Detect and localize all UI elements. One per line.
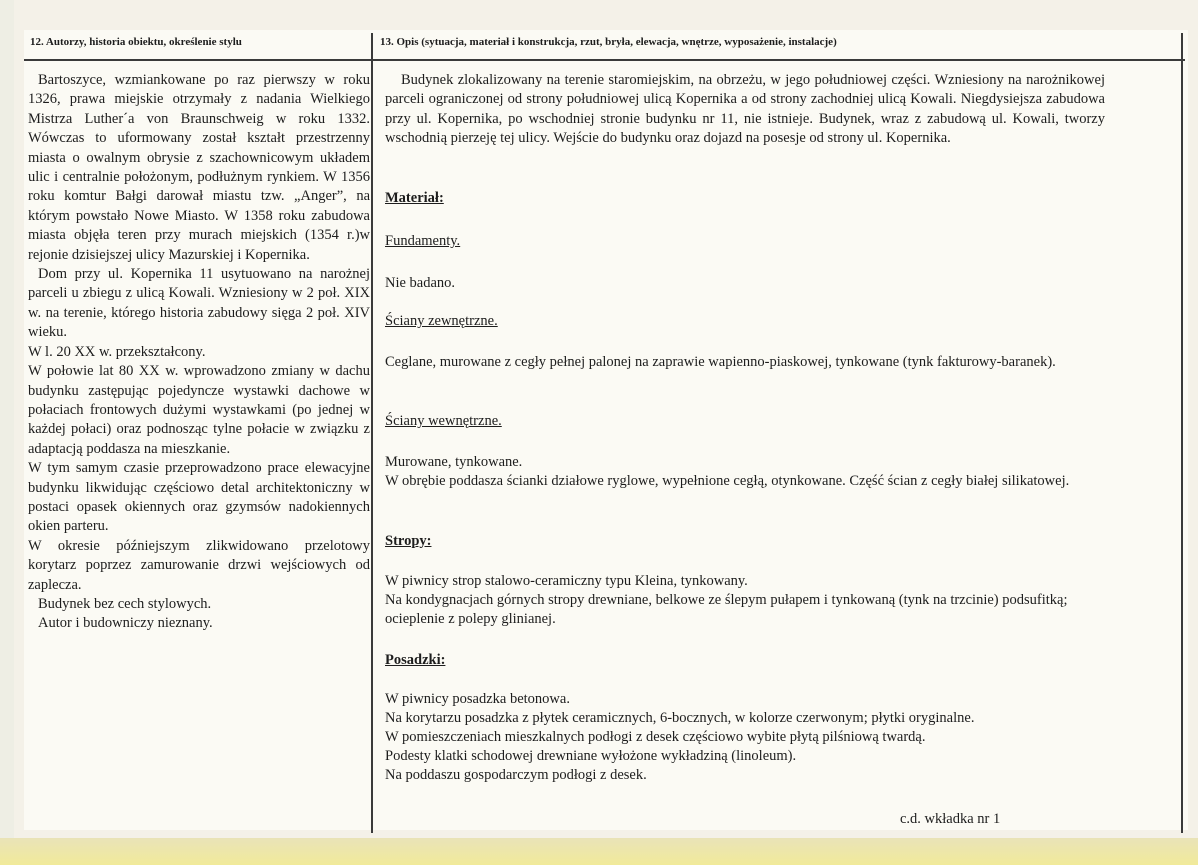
material-heading: Materiał: bbox=[385, 190, 444, 206]
ceilings-heading: Stropy: bbox=[385, 533, 432, 549]
external-walls-heading: Ściany zewnętrzne. bbox=[385, 313, 498, 329]
history-paragraph: Bartoszyce, wzmiankowane po raz pierwszy w roku 1326, prawa miejskie otrzymały z nadania Wielkiego Mistrza Luther´a von Braunschweig w roku 1332. Wówczas to uformowany został kształt przestrzenny miasta o owalnym obrysie z szachownicowym układem ulic i centralnie położonym, podłużnym rynkiem. W 1356 roku komtur Bałgi darował miastu tzw. „Anger”, na którym powstało Nowe Miasto. W 1358 roku zabudowa miasta objęła teren przy murach miejskich (1354 r.)w rejonie dzisiejszej ulicy Mazurskiej i Kopernika. bbox=[28, 72, 370, 263]
ceilings-text: Na kondygnacjach górnych stropy drewniane, belkowe ze ślepym pułapem i tynkowaną (tynk na trzcinie) podsufitką; ocieplenie z polepy glinianej. bbox=[385, 592, 1068, 628]
history-paragraph: W tym samym czasie przeprowadzono prace elewacyjne budynku likwidując częściowo detal architektoniczny w postaci opasek okiennych oraz gzymsów nadokiennych okien parteru. bbox=[28, 460, 370, 535]
description-column bbox=[385, 71, 1105, 783]
floors-heading: Posadzki: bbox=[385, 652, 446, 668]
history-paragraph: W l. 20 XX w. przekształcony. bbox=[28, 343, 206, 360]
history-paragraph: W okresie późniejszym zlikwidowano przelotowy korytarz poprzez zamurowanie drzwi wejściowych od zaplecza. bbox=[28, 537, 370, 593]
section-13-heading: 13. Opis (sytuacja, materiał i konstrukcja, rzut, bryła, elewacja, wnętrze, wyposażenie, instalacje) bbox=[380, 36, 837, 48]
internal-walls-text: Murowane, tynkowane. bbox=[385, 454, 523, 470]
section-12-heading: 12. Autorzy, historia obiektu, określenie stylu bbox=[30, 36, 242, 48]
floors-line: W pomieszczeniach mieszkalnych podłogi z desek częściowo wybite płytą pilśniową twardą. bbox=[385, 729, 926, 745]
internal-walls-heading: Ściany wewnętrzne. bbox=[385, 413, 502, 429]
external-walls-text: Ceglane, murowane z cegły pełnej palonej na zaprawie wapienno-piaskowej, tynkowane (tynk fakturowy-baranek). bbox=[385, 354, 1056, 370]
ceilings-text: W piwnicy strop stalowo-ceramiczny typu Kleina, tynkowany. bbox=[385, 573, 748, 589]
header-rule bbox=[24, 59, 1185, 61]
location-description: Budynek zlokalizowany na terenie staromiejskim, na obrzeżu, w jego południowej części. Wzniesiony na narożnikowej parceli ograniczonej od strony południowej ulicą Kopernika a od strony zachodniej ulicą Kowali. Niegdysiejsza zabudowa przy ul. Kopernika, po wschodniej stronie budynku nr 11, nie istnieje. Budynek, wraz z zabudową ul. Kowali, tworzy wschodnią pierzeję tej ulicy. Wejście do budynku oraz dojazd na posesje od strony ul. Kopernika. bbox=[385, 72, 1105, 147]
right-border bbox=[1181, 33, 1183, 833]
floors-line: Podesty klatki schodowej drewniane wyłożone wykładziną (linoleum). bbox=[385, 748, 797, 764]
scan-edge bbox=[0, 0, 14, 865]
column-divider bbox=[371, 33, 373, 833]
floors-line: Na poddaszu gospodarczym podłogi z desek. bbox=[385, 767, 647, 783]
history-paragraph: Dom przy ul. Kopernika 11 usytuowano na narożnej parceli u zbiegu z ulicą Kowali. Wzniesiony w 2 poł. XIX w. na terenie, którego historia zabudowy sięga 2 poł. XIV wieku. bbox=[28, 266, 370, 341]
bottom-margin bbox=[0, 838, 1198, 865]
floors-line: Na korytarzu posadzka z płytek ceramicznych, 6-bocznych, w kolorze czerwonym; płytki oryginalne. bbox=[385, 710, 975, 726]
foundations-text: Nie badano. bbox=[385, 275, 456, 291]
floors-line: W piwnicy posadzka betonowa. bbox=[385, 691, 570, 707]
history-paragraph: Autor i budowniczy nieznany. bbox=[38, 615, 213, 632]
history-paragraph: Budynek bez cech stylowych. bbox=[38, 595, 212, 612]
history-column bbox=[28, 71, 370, 634]
internal-walls-text: W obrębie poddasza ścianki działowe ryglowe, wypełnione cegłą, otynkowane. Część ścian z cegły białej silikatowej. bbox=[385, 473, 1070, 489]
history-paragraph: W połowie lat 80 XX w. wprowadzono zmiany w dachu budynku zastępując pojedyncze wystawki dachowe w połaciach frontowych dużymi wystawkami (po jednej w każdej połaci) oraz podnosząc tylne połacie w związku z adaptacją poddasza na mieszkanie. bbox=[28, 363, 370, 457]
foundations-heading: Fundamenty. bbox=[385, 233, 461, 249]
continuation-note: c.d. wkładka nr 1 bbox=[900, 811, 1001, 827]
